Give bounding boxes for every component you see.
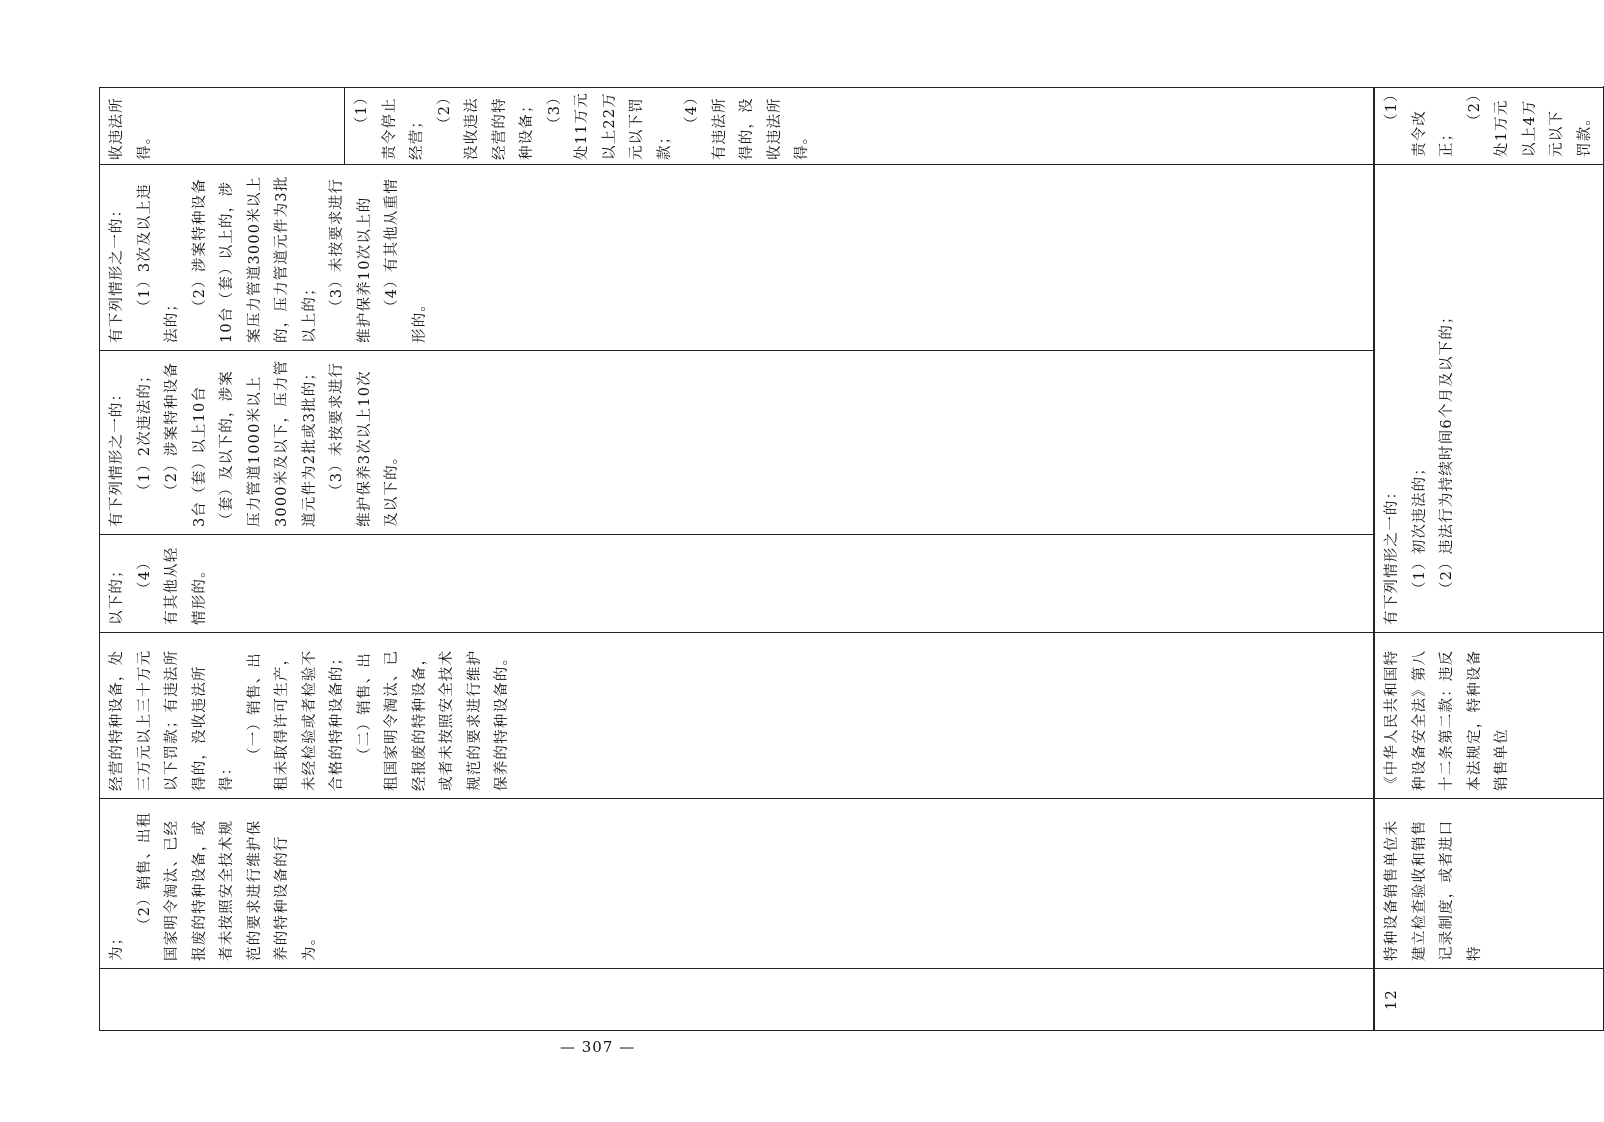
- row-number: 12: [1384, 989, 1400, 1010]
- penalty-text: （1）责令停止经营；: [354, 96, 425, 160]
- circumstance-text: （1）初次违法的；: [1411, 459, 1428, 596]
- circumstance-text: （1）3次及以上违法的；: [136, 183, 180, 343]
- circumstance-text: （2）涉案特种设备3台（套）以上10台（套）及以下的，涉案压力管道1000米以上3000米及以下，压力管道元件为2批或3批的；: [164, 359, 318, 527]
- violation-text: 为；: [109, 929, 125, 961]
- circumstance-cell-general: [100, 351, 1375, 535]
- table-row: [100, 88, 1375, 1031]
- violation-text: （2）销售、出租国家明令淘汰、已经报废的特种设备，或者未按照安全技术规范的要求进行维护保养的特种设备的行为。: [136, 811, 318, 961]
- penalty-text: （3）处11万元以上22万元以下罚款；: [546, 92, 673, 160]
- legal-basis-cell: [1374, 633, 1604, 799]
- circumstance-text: 有下列情形之一的：: [1384, 483, 1400, 625]
- circumstance-cell: [1374, 165, 1604, 633]
- penalty-cell-light: [100, 88, 1375, 165]
- legal-basis-cell: [100, 633, 1375, 799]
- penalty-text: （2）没收违法经营的特种设备；: [436, 96, 535, 160]
- circumstance-text: 有下列情形之一的：: [109, 201, 125, 343]
- circumstance-text: （1）2次违法的；: [136, 367, 153, 498]
- circumstance-cell-light: [100, 535, 1375, 633]
- penalty-general-block: [344, 88, 810, 164]
- penalty-text: （4）有违法所得的，没收违法所得。: [684, 96, 810, 160]
- penalty-cell: [1374, 88, 1604, 165]
- legal-basis-text: （二）销售、出租国家明令淘汰、已经报废的特种设备，或者未按照安全技术规范的要求进行维护保养的特种设备的。: [356, 649, 510, 791]
- penalty-text: （2）处1万元以上4万元以下罚款。: [1466, 86, 1593, 157]
- circumstance-text: （2）违法行为持续时间6个月及以下的；: [1439, 308, 1455, 596]
- penalty-text: 收违法所得。: [109, 97, 153, 160]
- circumstance-text: （2）涉案特种设备10台（套）以上的，涉案压力管道3000米以上的，压力管道元件为3批以上的；: [191, 175, 318, 343]
- page-number: — 307 —: [560, 1038, 636, 1056]
- circumstance-text: （4）有其他从重情形的。: [384, 177, 428, 343]
- rotated-table-wrapper: [99, 86, 1593, 1031]
- circumstance-text: 有下列情形之一的：: [109, 385, 125, 527]
- violation-text: 特种设备销售单位未建立检查验收和销售记录制度，或者进口特: [1384, 819, 1483, 961]
- violation-cell: [1374, 799, 1604, 969]
- circumstance-text: （3）未按要求进行维护保养10次以上的: [329, 177, 373, 343]
- legal-basis-text: 《中华人民共和国特种设备安全法》第八十二条第二款：违反本法规定，特种设备销售单位: [1384, 649, 1510, 791]
- row-number-cell: [100, 969, 1375, 1031]
- penalty-light-block: [104, 92, 344, 160]
- circumstance-text: （4）有其他从轻情形的。: [136, 546, 208, 625]
- violation-cell: [100, 799, 1375, 969]
- table-row: [1374, 88, 1604, 1031]
- legal-basis-text: （一）销售、出租未取得许可生产，未经检验或者检验不合格的特种设备的；: [246, 649, 345, 791]
- legal-basis-text: 经营的特种设备，处三万元以上三十万元以下罚款；有违法所得的，没收违法所得：: [109, 649, 235, 791]
- penalty-text: （1）责令改正；: [1384, 86, 1455, 157]
- penalty-discretion-table: [99, 87, 1604, 1031]
- row-number-cell: [1374, 969, 1604, 1031]
- circumstance-text: 以下的；: [109, 562, 125, 625]
- circumstance-text: （3）未按要求进行维护保养3次以上10次及以下的。: [329, 361, 400, 527]
- circumstance-cell-serious: [100, 165, 1375, 351]
